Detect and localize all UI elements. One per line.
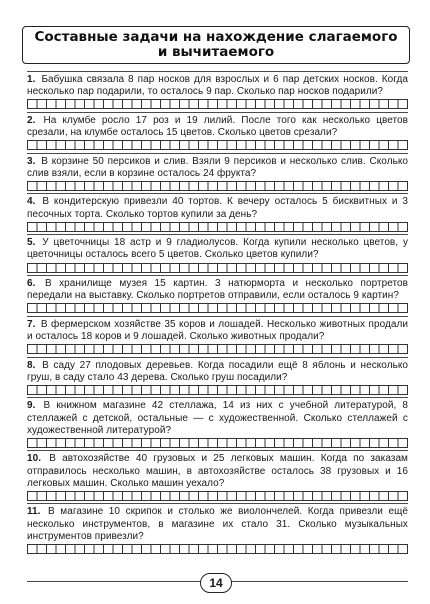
problem-text — [27, 453, 408, 490]
problem-9 — [27, 397, 408, 450]
problem-8 — [27, 357, 408, 398]
problem-number: 4. — [27, 196, 36, 208]
answer-grid[interactable] — [27, 140, 408, 150]
problem-text — [27, 74, 408, 98]
problem-statement: В кондитерскую привезли 40 тортов. К вечеру осталось 5 бисквитных и 3 песочных торта. Сколько тортов купили за день? — [27, 196, 408, 220]
problem-statement: У цветочницы 18 астр и 9 гладиолусов. Когда купили несколько цветов, у цветочницы осталось всего 5 цветов. Сколько цветов купили? — [27, 237, 408, 261]
problem-text — [27, 115, 408, 139]
answer-grid[interactable] — [27, 222, 408, 232]
problem-number: 9. — [27, 400, 36, 412]
problem-number: 8. — [27, 359, 36, 371]
problem-text — [27, 278, 408, 302]
problem-number: 11. — [27, 506, 41, 518]
problem-list — [27, 71, 408, 556]
problem-text — [27, 360, 408, 384]
answer-grid[interactable] — [27, 344, 408, 354]
problem-statement: В корзине 50 персиков и слив. Взяли 9 персиков и несколько слив. Сколько слив взяли, если в корзине осталось 24 фрукта? — [27, 155, 408, 179]
problem-statement: В фермерском хозяйстве 35 коров и лошадей. Несколько животных продали и осталось 18 коров и 9 лошадей. Сколько животных продали? — [27, 318, 408, 342]
problem-statement: В хранилище музея 15 картин. 3 натюрморта и несколько портретов передали на выставку. Сколько портретов отправили, если осталось 9 картин? — [27, 277, 408, 302]
problem-4 — [27, 193, 408, 234]
problem-number: 2. — [27, 114, 36, 126]
problem-number: 6. — [27, 277, 36, 289]
answer-grid[interactable] — [27, 385, 408, 395]
answer-grid[interactable] — [27, 438, 408, 448]
problem-number: 10. — [27, 453, 42, 465]
problem-number: 3. — [27, 155, 36, 167]
problem-10 — [27, 450, 408, 503]
problem-text — [27, 400, 408, 437]
problem-statement: В автохозяйстве 40 грузовых и 25 легковых машин. Когда по заказам отправилось несколько машин, в автохозяйстве осталось 38 грузовых и 16 легковых машин. Сколько машин уехало? — [27, 453, 408, 489]
problem-statement: В книжном магазине 42 стеллажа, 14 из них с учебной литературой, 8 стеллажей с детской, остальные — с художественной. Сколько стеллажей с художественной литературой? — [27, 400, 408, 436]
answer-grid[interactable] — [27, 491, 408, 501]
problem-statement: На клумбе росло 17 роз и 19 лилий. После того как несколько цветов срезали, на клумбе осталось 15 цветов. Сколько цветов срезали? — [27, 114, 408, 138]
answer-grid[interactable] — [27, 303, 408, 313]
problem-number: 1. — [27, 74, 36, 85]
page-number: 14 — [200, 573, 232, 593]
problem-11 — [27, 503, 408, 556]
problem-text — [27, 506, 408, 543]
problem-1 — [27, 71, 408, 112]
title-line-1: Составные задачи на нахождение слагаемого — [34, 29, 398, 45]
answer-grid[interactable] — [27, 544, 408, 554]
problem-statement: В магазине 10 скрипок и столько же виолончелей. Когда привезли ещё несколько инструментов, в магазине их стало 31. Сколько музыкальных инструментов привезли? — [27, 506, 408, 542]
title-box — [22, 26, 410, 64]
problem-5 — [27, 234, 408, 275]
problem-statement: Бабушка связала 8 пар носков для взрослых и 6 пар детских носков. Когда несколько пар подарили, то осталось 9 пар. Сколько пар носков подарили? — [27, 74, 408, 98]
problem-statement: В саду 27 плодовых деревьев. Когда посадили ещё 8 яблонь и несколько груш, в саду стало 43 дерева. Сколько груш посадили? — [27, 359, 408, 383]
problem-text — [27, 237, 408, 261]
problem-text — [27, 196, 408, 220]
problem-text — [27, 156, 408, 180]
answer-grid[interactable] — [27, 263, 408, 273]
problem-3 — [27, 153, 408, 194]
title-line-2: и вычитаемого — [157, 44, 275, 60]
answer-grid[interactable] — [27, 181, 408, 191]
problem-number: 7. — [27, 318, 36, 330]
problem-2 — [27, 112, 408, 153]
problem-number: 5. — [27, 237, 36, 249]
problem-7 — [27, 316, 408, 357]
answer-grid[interactable] — [27, 99, 408, 109]
problem-text — [27, 319, 408, 343]
problem-6 — [27, 275, 408, 316]
